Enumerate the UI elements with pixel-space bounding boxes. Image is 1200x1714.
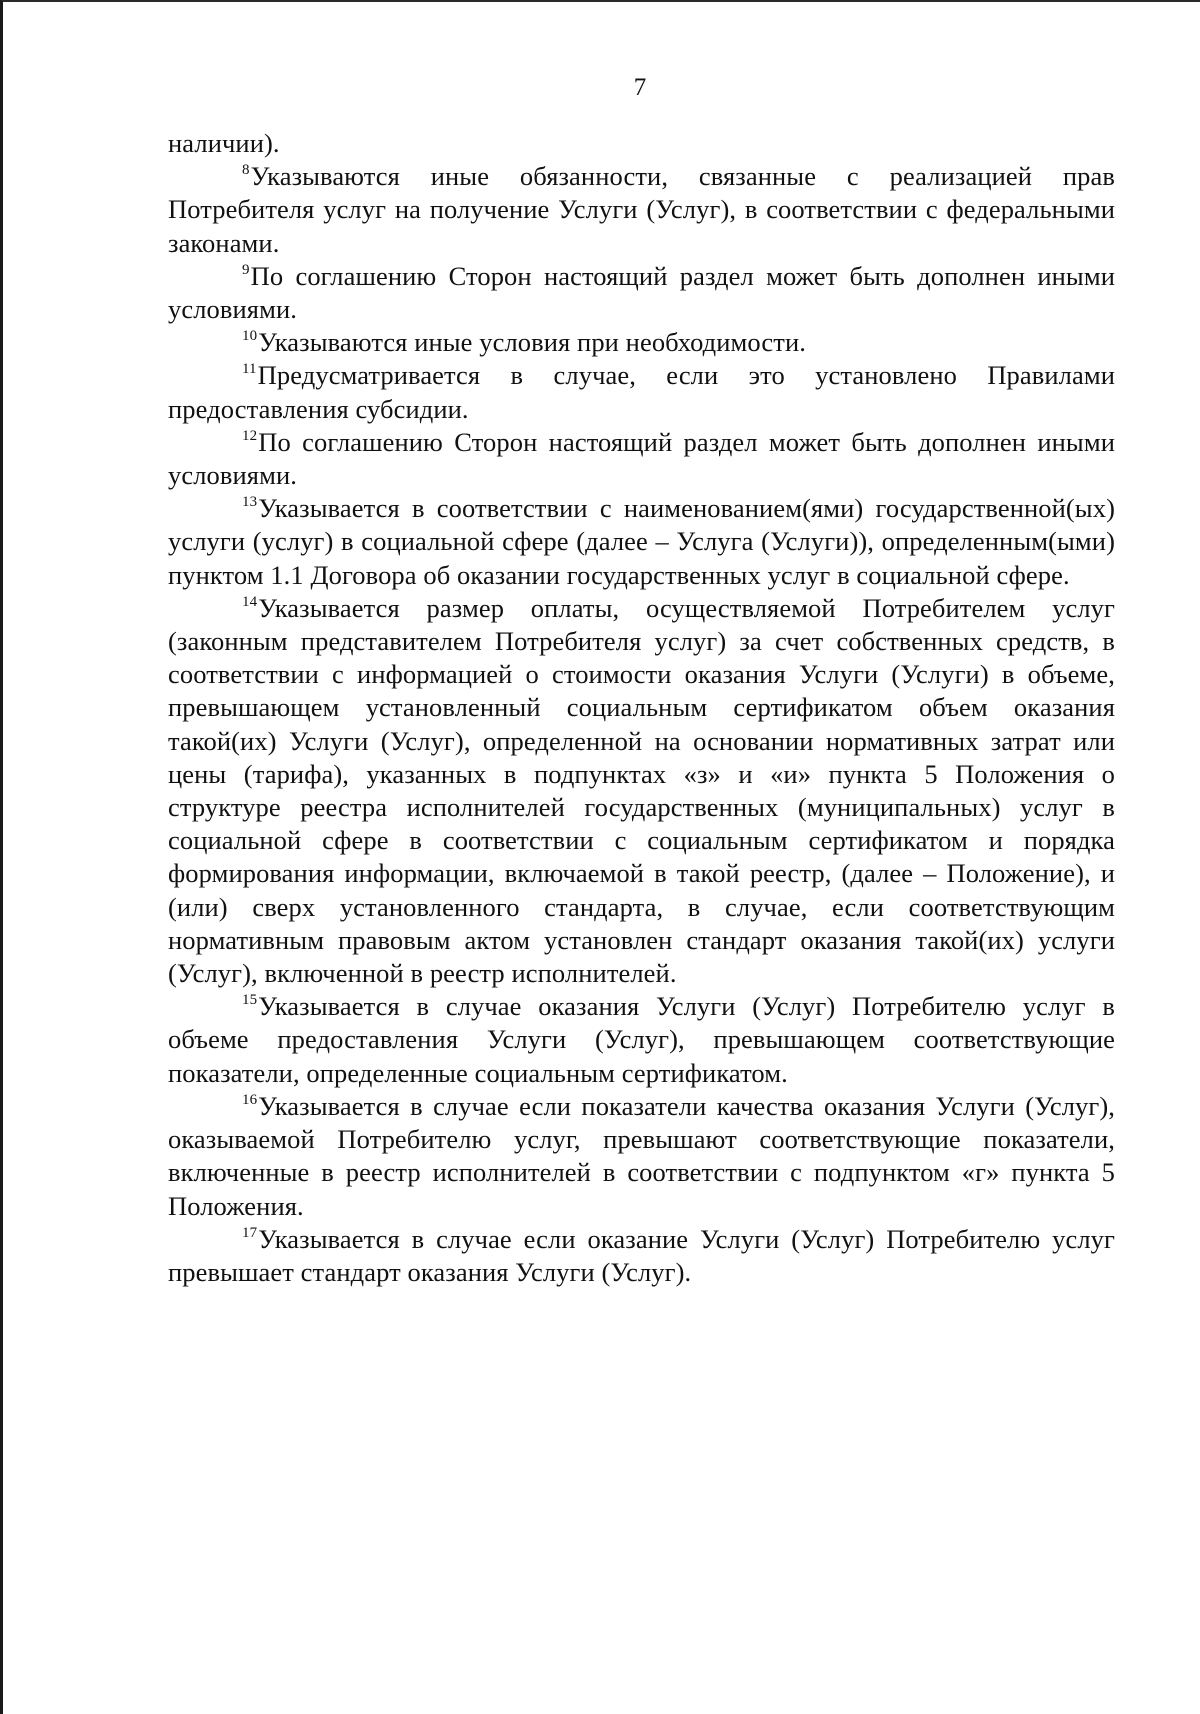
footnotes-section bbox=[168, 127, 1115, 1289]
footnote-number: 12 bbox=[242, 427, 258, 444]
footnote-17 bbox=[168, 1223, 1115, 1289]
footnote-text: По соглашению Сторон настоящий раздел может быть дополнен иными условиями. bbox=[168, 260, 1115, 325]
footnote-text: Указывается в случае если оказание Услуги (Услуг) Потребителю услуг превышает стандарт оказания Услуги (Услуг). bbox=[168, 1223, 1115, 1287]
footnote-8 bbox=[168, 160, 1115, 260]
footnote-text: Указывается в случае если показатели качества оказания Услуги (Услуг), оказываемой Потребителю услуг, превышают соответствующие показатели, включенные в реестр исполнителей в соответствии с подпунктом «г» пункта 5 Положения. bbox=[168, 1090, 1115, 1221]
footnote-14 bbox=[168, 592, 1115, 990]
continuation-text: наличии). bbox=[168, 128, 280, 158]
footnote-text: Предусматривается в случае, если это установлено Правилами предоставления субсидии. bbox=[168, 360, 1115, 424]
footnote-text: Указывается размер оплаты, осуществляемой Потребителем услуг (законным представителем Потребителя услуг) за счет собственных средств, в соответствии с информацией о стоимости оказания Услуги (Услуги) в объеме, превышающем установленный социальным сертификатом объем оказания такой(их) Услуги (Услуг), определенной на основании нормативных затрат или цены (тарифа), указанных в подпунктах «з» и «и» пункта 5 Положения о структуре реестра исполнителей государственных (муниципальных) услуг в социальной сфере в соответствии с социальным сертификатом и порядка формирования информации, включаемой в такой реестр, (далее – Положение), и (или) сверх установленного стандарта, в случае, если соответствующим нормативным правовым актом установлен стандарт оказания такой(их) услуги (Услуг), включенной в реестр исполнителей. bbox=[168, 592, 1115, 989]
footnote-number: 9 bbox=[242, 261, 250, 278]
footnote-12 bbox=[168, 426, 1115, 492]
footnote-number: 11 bbox=[242, 361, 257, 378]
footnote-number: 15 bbox=[242, 992, 258, 1009]
footnote-text: По соглашению Сторон настоящий раздел может быть дополнен иными условиями. bbox=[168, 426, 1115, 491]
footnote-number: 10 bbox=[242, 328, 258, 345]
footnote-number: 8 bbox=[242, 162, 250, 179]
footnote-text: Указываются иные условия при необходимости. bbox=[258, 327, 806, 358]
page-number: 7 bbox=[633, 74, 647, 101]
footnote-text: Указывается в соответствии с наименованием(ями) государственной(ых) услуги (услуг) в социальной сфере (далее – Услуга (Услуги)), определенным(ыми) пунктом 1.1 Договора об оказании государственных услуг в социальной сфере. bbox=[168, 493, 1115, 590]
footnote-number: 13 bbox=[242, 494, 258, 511]
footnote-text: Указываются иные обязанности, связанные с реализацией прав Потребителя услуг на получение Услуги (Услуг), в соответствии с федеральными законами. bbox=[168, 161, 1115, 258]
footnote-11 bbox=[168, 359, 1115, 425]
footnote-number: 17 bbox=[242, 1224, 258, 1241]
footnote-9 bbox=[168, 260, 1115, 326]
footnote-number: 16 bbox=[242, 1091, 258, 1108]
footnote-text: Указывается в случае оказания Услуги (Услуг) Потребителю услуг в объеме предоставления Услуги (Услуг), превышающем соответствующие показатели, определенные социальным сертификатом. bbox=[168, 991, 1115, 1088]
footnote-15 bbox=[168, 990, 1115, 1090]
footnote-10 bbox=[168, 326, 1115, 359]
footnote-number: 14 bbox=[242, 593, 258, 610]
footnote-13 bbox=[168, 492, 1115, 592]
footnote-16 bbox=[168, 1090, 1115, 1223]
